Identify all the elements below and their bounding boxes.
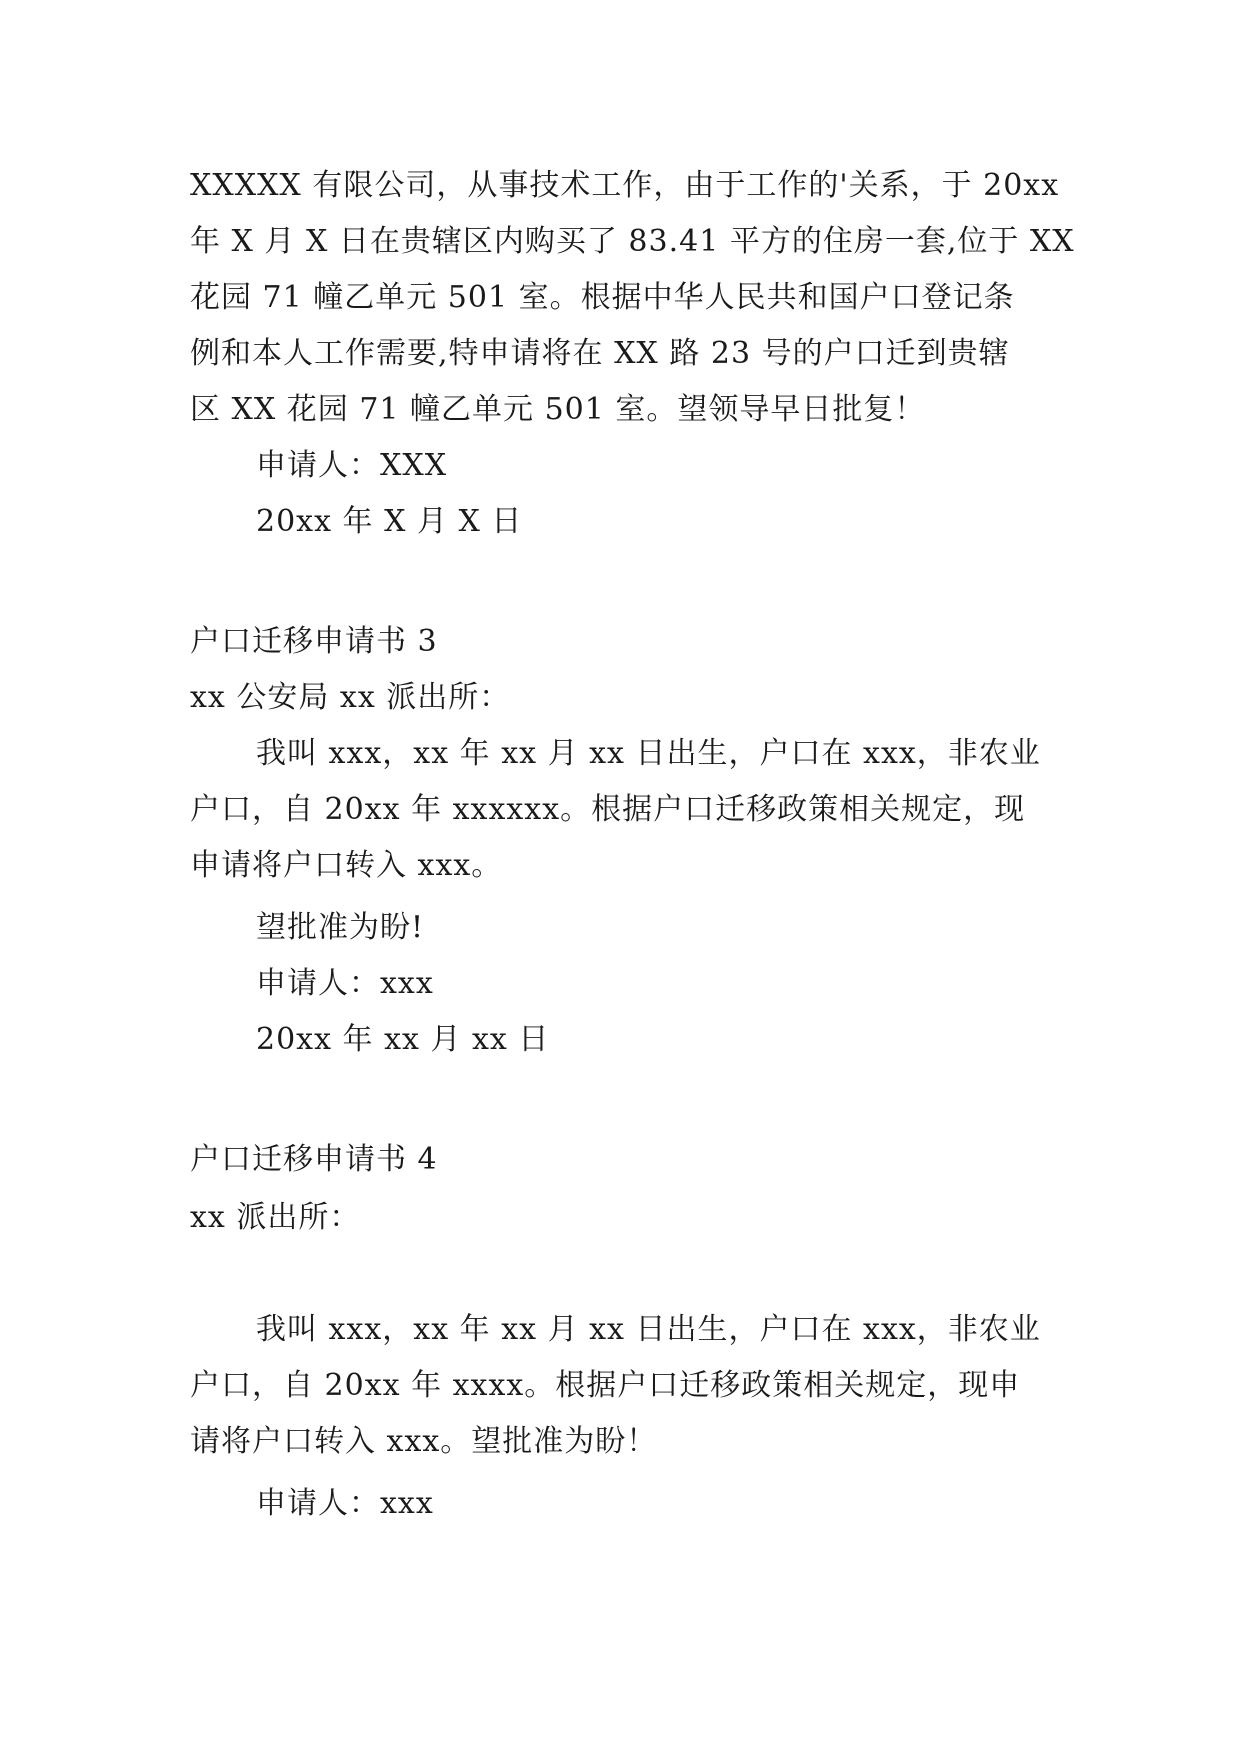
section3-date: 20xx 年 xx 月 xx 日	[256, 1022, 550, 1057]
section2-body-line-5: 区 XX 花园 71 幢乙单元 501 室。望领导早日批复！	[190, 392, 926, 427]
section2-body-line-1: XXXXX 有限公司，从事技术工作，由于工作的'关系，于 20xx	[190, 168, 1060, 203]
section4-body-line-2: 户口，自 20xx 年 xxxx。根据户口迁移政策相关规定，现申	[190, 1368, 1021, 1403]
section4-title: 户口迁移申请书 4	[190, 1142, 438, 1177]
section3-body-line-1: 我叫 xxx，xx 年 xx 月 xx 日出生，户口在 xxx，非农业	[256, 736, 1041, 771]
section3-addressee: xx 公安局 xx 派出所：	[190, 680, 511, 715]
section2-body-line-2: 年 X 月 X 日在贵辖区内购买了 83.41 平方的住房一套,位于 XX	[190, 224, 1075, 259]
section2-date: 20xx 年 X 月 X 日	[256, 504, 523, 539]
section2-applicant: 申请人：XXX	[256, 448, 448, 483]
section3-applicant: 申请人：xxx	[256, 966, 434, 1001]
section3-body-line-3: 申请将户口转入 xxx。	[190, 848, 503, 883]
section2-body-line-4: 例和本人工作需要,特申请将在 XX 路 23 号的户口迁到贵辖	[190, 336, 1010, 371]
section4-body-line-3: 请将户口转入 xxx。望批准为盼！	[190, 1424, 658, 1459]
section4-addressee: xx 派出所：	[190, 1200, 361, 1235]
section2-body-line-3: 花园 71 幢乙单元 501 室。根据中华人民共和国户口登记条	[190, 280, 1015, 315]
section4-applicant: 申请人：xxx	[256, 1486, 434, 1521]
section3-body-line-2: 户口，自 20xx 年 xxxxxx。根据户口迁移政策相关规定，现	[190, 792, 1026, 827]
section3-closing: 望批准为盼!	[256, 910, 425, 945]
section3-title: 户口迁移申请书 3	[190, 624, 438, 659]
section4-body-line-1: 我叫 xxx，xx 年 xx 月 xx 日出生，户口在 xxx，非农业	[256, 1312, 1041, 1347]
